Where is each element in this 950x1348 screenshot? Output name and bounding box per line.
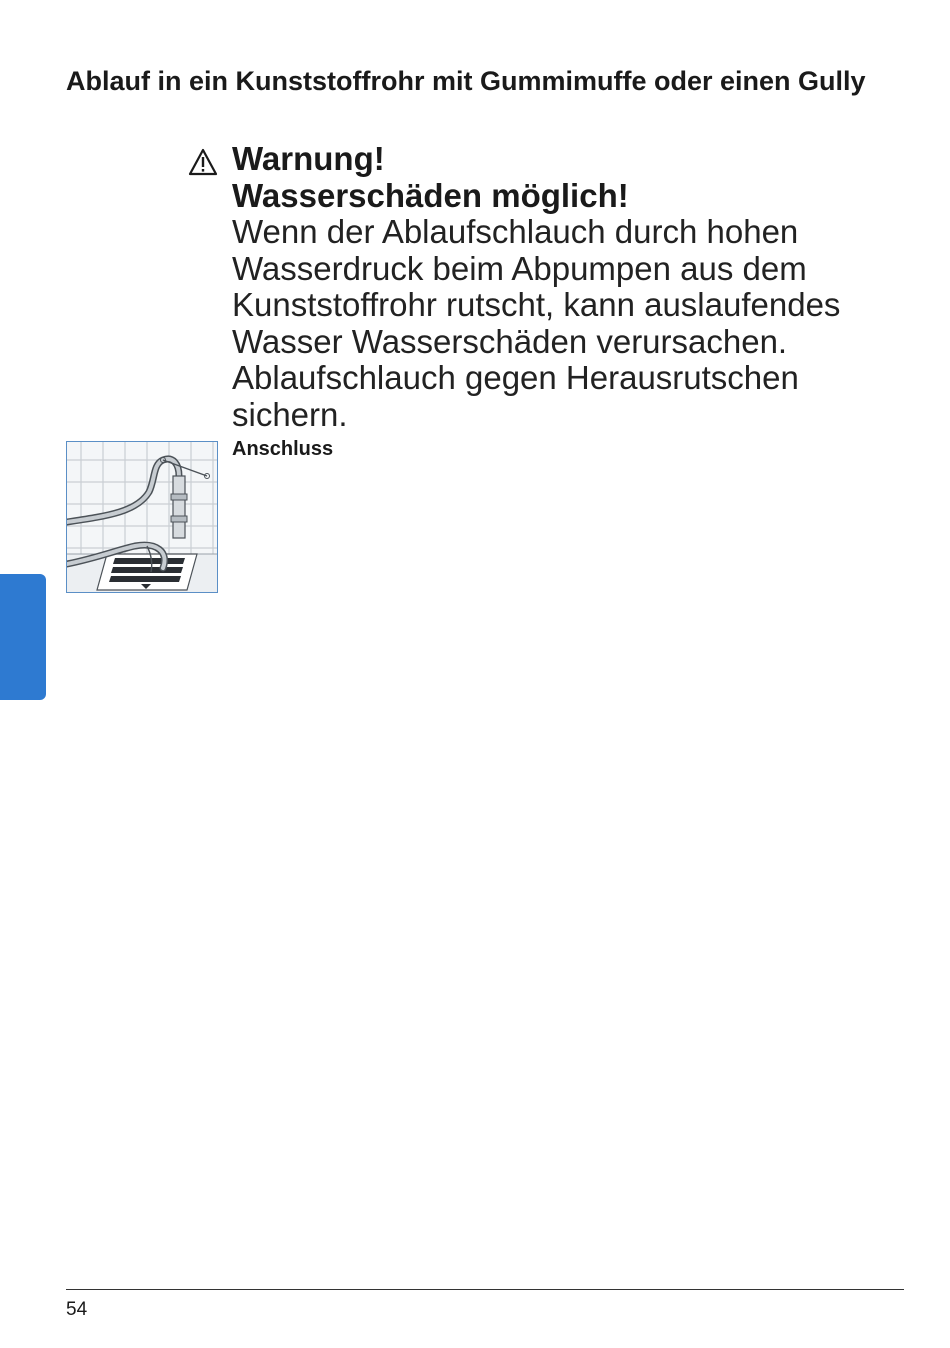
warning-body: Wenn der Ablaufschlauch durch hohen Wasserdruck beim Abpumpen aus dem Kunststoffrohr rutscht, kann auslaufendes Wasser Wasserschäden verursachen. Ablaufschlauch gegen Herausrutschen sichern. xyxy=(232,213,841,433)
section-title: Ablauf in ein Kunststoffrohr mit Gummimuffe oder einen Gully xyxy=(66,66,866,96)
warning-heading-1: Warnung! xyxy=(232,140,385,177)
chapter-side-tab xyxy=(0,574,46,700)
warning-heading-2: Wasserschäden möglich! xyxy=(232,177,629,214)
figure-caption: Anschluss xyxy=(232,438,334,460)
warning-text xyxy=(232,140,912,433)
page-number: 54 xyxy=(66,1299,88,1320)
footer-rule xyxy=(66,1289,904,1290)
drain-hose-connection-illustration xyxy=(66,441,218,593)
warning-triangle-icon xyxy=(188,148,218,176)
